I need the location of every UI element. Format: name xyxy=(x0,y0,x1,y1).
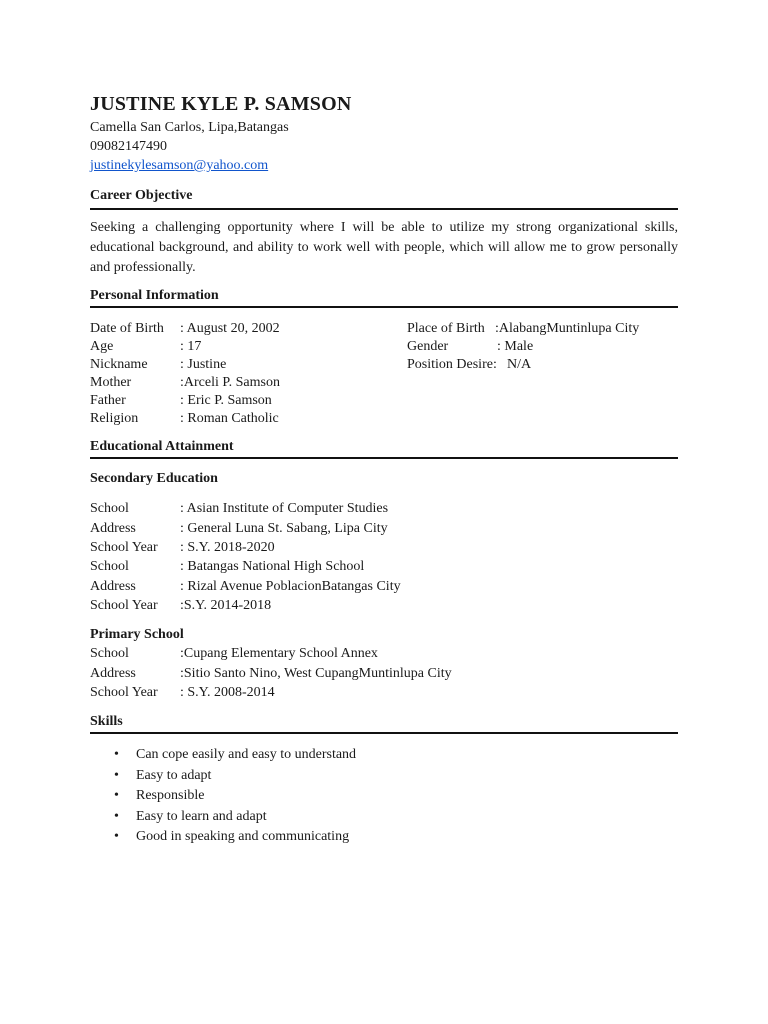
religion-label: Religion xyxy=(90,411,139,426)
career-objective-heading: Career Objective xyxy=(90,188,193,203)
nickname-label: Nickname xyxy=(90,357,148,372)
gender-value: : Male xyxy=(497,339,534,354)
skill-item xyxy=(90,745,356,766)
primary-school-year-label: School Year xyxy=(90,685,158,700)
position-desire-label: Position Desire: xyxy=(407,357,497,372)
career-objective-text: Seeking a challenging opportunity where I will be able to utilize my strong organizational skills, educational background, and ability to work well with people, which will allow me to grow personally and professionally. xyxy=(90,220,678,275)
secondary-school-value: : Asian Institute of Computer Studies xyxy=(180,501,389,516)
skills-heading: Skills xyxy=(90,714,123,729)
skill-text: Easy to adapt xyxy=(136,767,212,783)
secondary-address-label: Address xyxy=(90,520,136,536)
skill-text: Responsible xyxy=(136,788,205,803)
birthplace-label: Place of Birth xyxy=(407,321,485,336)
highschool-year-value: :S.Y. 2014-2018 xyxy=(180,598,272,613)
primary-school-label: School xyxy=(90,646,129,661)
dob-value: : August 20, 2002 xyxy=(180,321,280,336)
position-desire-value: N/A xyxy=(507,357,532,372)
gender-label: Gender xyxy=(407,339,449,354)
secondary-education-heading: Secondary Education xyxy=(90,471,218,486)
secondary-school-year-value: : S.Y. 2018-2020 xyxy=(180,540,275,555)
primary-school-year-value: : S.Y. 2008-2014 xyxy=(180,685,275,700)
skills-list xyxy=(90,745,356,848)
primary-school-value: :Cupang Elementary School Annex xyxy=(180,646,378,661)
skill-item xyxy=(90,827,356,848)
email-link[interactable]: justinekylesamson@yahoo.com xyxy=(90,158,269,173)
section-divider xyxy=(90,732,678,734)
birthplace-value: :AlabangMuntinlupa City xyxy=(495,321,640,336)
bullet-icon: • xyxy=(114,829,119,844)
skill-item xyxy=(90,766,356,787)
highschool-address-label: Address xyxy=(90,578,136,594)
highschool-address-value: : Rizal Avenue PoblacionBatangas City xyxy=(180,578,401,594)
age-label: Age xyxy=(90,339,114,354)
section-divider xyxy=(90,457,678,459)
section-divider xyxy=(90,306,678,308)
address-text: Camella San Carlos, Lipa,Batangas xyxy=(90,120,289,135)
bullet-icon: • xyxy=(114,788,119,803)
section-divider xyxy=(90,208,678,210)
primary-address-label: Address xyxy=(90,665,136,681)
dob-label: Date of Birth xyxy=(90,321,164,336)
age-value: : 17 xyxy=(180,339,202,354)
mother-label: Mother xyxy=(90,375,132,390)
religion-value: : Roman Catholic xyxy=(180,411,279,426)
mother-value: :Arceli P. Samson xyxy=(180,375,280,390)
primary-school-heading: Primary School xyxy=(90,627,184,642)
father-label: Father xyxy=(90,393,126,408)
secondary-school-year-label: School Year xyxy=(90,540,158,555)
bullet-icon: • xyxy=(114,808,119,824)
nickname-value: : Justine xyxy=(180,357,227,372)
bullet-icon: • xyxy=(114,747,119,762)
primary-address-value: :Sitio Santo Nino, West CupangMuntinlupa City xyxy=(180,665,452,681)
highschool-label: School xyxy=(90,559,129,574)
secondary-school-label: School xyxy=(90,501,129,516)
secondary-address-value: : General Luna St. Sabang, Lipa City xyxy=(180,520,388,536)
educational-attainment-heading: Educational Attainment xyxy=(90,439,234,454)
bullet-icon: • xyxy=(114,767,119,783)
phone-text: 09082147490 xyxy=(90,139,167,154)
skill-item xyxy=(90,786,356,807)
skill-text: Easy to learn and adapt xyxy=(136,808,267,824)
highschool-value: : Batangas National High School xyxy=(180,559,365,574)
skill-text: Can cope easily and easy to understand xyxy=(136,747,357,762)
highschool-year-label: School Year xyxy=(90,598,158,613)
personal-information-heading: Personal Information xyxy=(90,288,219,303)
skill-text: Good in speaking and communicating xyxy=(136,829,350,844)
father-value: : Eric P. Samson xyxy=(180,393,272,408)
resume-name: JUSTINE KYLE P. SAMSON xyxy=(90,93,352,115)
skill-item xyxy=(90,807,356,828)
